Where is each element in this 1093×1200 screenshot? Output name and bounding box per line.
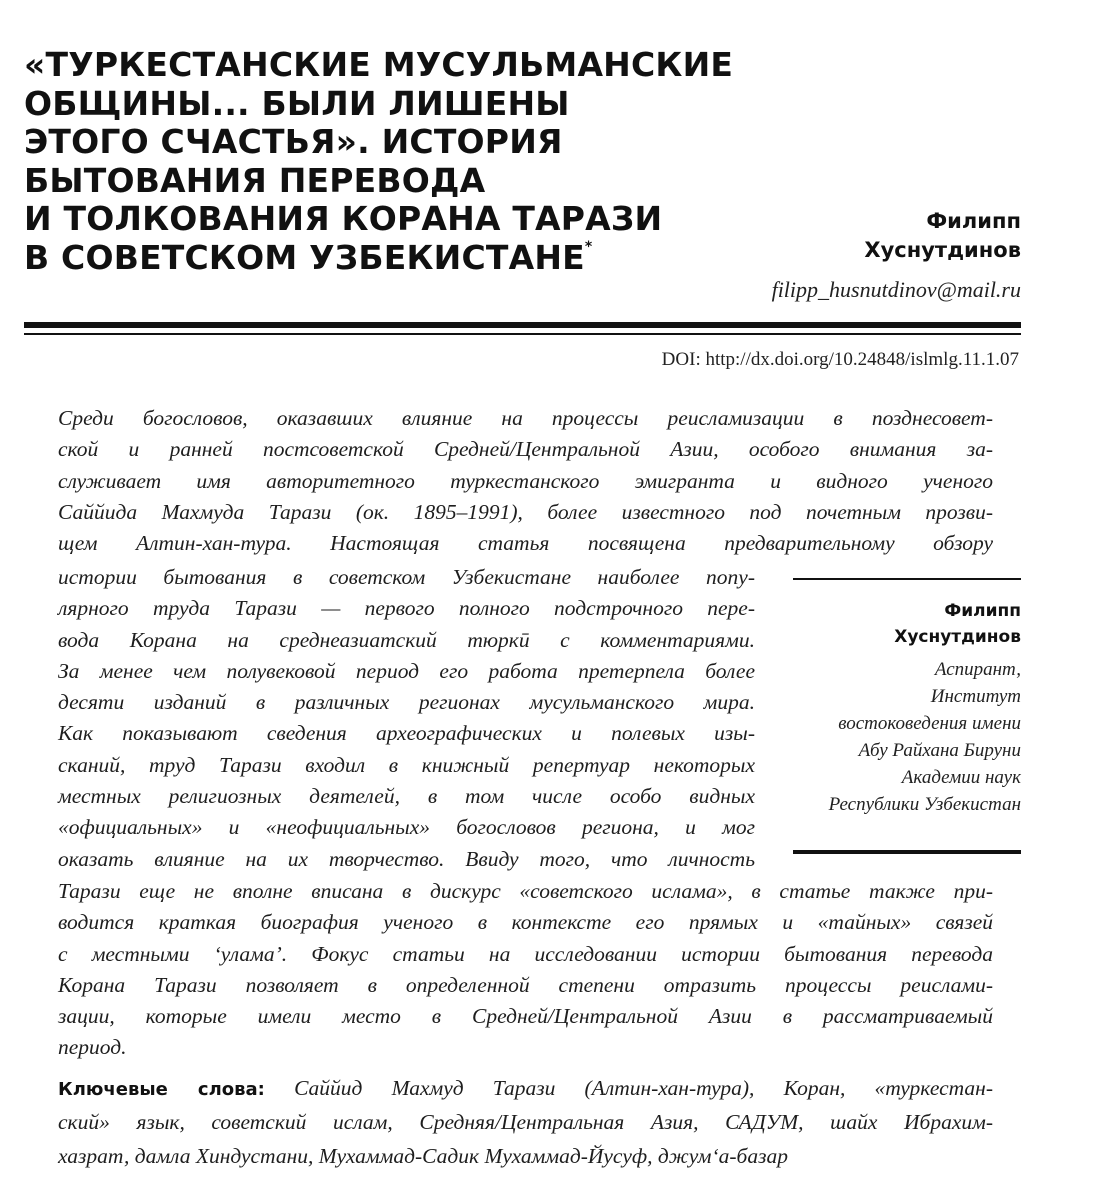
author-last-name: Хуснутдинов: [864, 238, 1021, 262]
keywords: [58, 1071, 993, 1173]
abstract-line: Среди богословов, оказавших влияние на процессы реисламизации в позднесовет-: [58, 406, 993, 430]
keywords-line: ский» язык, советский ислам, Средняя/Центральная Азия, САДУМ, шайх Ибрахим-: [58, 1110, 993, 1134]
abstract-line: Корана Тарази позволяет в определенной степени отразить процессы реислами-: [58, 972, 993, 997]
title-line: БЫТОВАНИЯ ПЕРЕВОДА: [24, 160, 486, 200]
abstract-line: щем Алтин-хан-тура. Настоящая статья посвящена предварительному обзору: [58, 531, 993, 556]
title-line-text: В СОВЕТСКОМ УЗБЕКИСТАНЕ: [24, 237, 585, 277]
keywords-line: хазрат, дамла Хиндустани, Мухаммад-Садик Мухаммад-Йусуф, джум‘а-базар: [58, 1144, 789, 1168]
article-title: [24, 46, 784, 277]
sidebar-affiliation: [793, 656, 1021, 818]
abstract-line: Саййида Махмуда Тарази (ок. 1895–1991), более известного под почетным прозви-: [58, 499, 993, 524]
abstract-bottom: [58, 876, 993, 1064]
keywords-label: Ключевые слова:: [58, 1079, 265, 1100]
abstract-line: десяти изданий в различных регионах мусульманского мира.: [58, 690, 755, 715]
sidebar-author-first: Филипп: [944, 601, 1021, 621]
abstract-line: истории бытования в советском Узбекистане наиболее попу-: [58, 565, 755, 589]
author-sidebar: [793, 578, 1021, 818]
abstract-line: оказать влияние на их творчество. Ввиду того, что личность: [58, 846, 755, 871]
abstract-line: Тарази еще не вполне вписана в дискурс «советского ислама», в статье также при-: [58, 879, 993, 903]
title-line: «ТУРКЕСТАНСКИЕ МУСУЛЬМАНСКИЕ: [24, 45, 734, 84]
title-divider-thin: [24, 333, 1021, 335]
affiliation-line: востоковедения имени: [838, 713, 1021, 734]
abstract-line: вода Корана на среднеазиатский тюркӣ с комментариями.: [58, 627, 755, 652]
title-line-last: [24, 239, 784, 278]
abstract-top: [58, 403, 993, 559]
keywords-text: Саййид Махмуд Тарази (Алтин-хан-тура), Коран, «туркестан-: [294, 1076, 993, 1100]
sidebar-bottom-rule: [793, 850, 1021, 854]
title-line: ОБЩИНЫ... БЫЛИ ЛИШЕНЫ: [24, 83, 570, 123]
title-footnote-mark[interactable]: *: [584, 238, 593, 255]
affiliation-line: Абу Райхана Бируни: [858, 740, 1021, 761]
affiliation-line: Республики Узбекистан: [828, 794, 1021, 815]
sidebar-author-name: [793, 598, 1021, 650]
title-divider-thick: [24, 322, 1021, 328]
doi-link[interactable]: DOI: http://dx.doi.org/10.24848/islmlg.11.1.07: [661, 349, 1019, 370]
abstract-line: «официальных» и «неофициальных» богословов региона, и мог: [58, 815, 755, 840]
affiliation-line: Институт: [930, 686, 1021, 707]
keywords-line: [58, 1071, 993, 1105]
abstract-line: ской и ранней постсоветской Средней/Центральной Азии, особого внимания за-: [58, 437, 993, 462]
title-line: ЭТОГО СЧАСТЬЯ». ИСТОРИЯ: [24, 122, 563, 161]
abstract-line: с местными ‘улама’. Фокус статьи на исследовании истории бытования перевода: [58, 941, 993, 966]
affiliation-line: Аспирант,: [934, 659, 1021, 680]
abstract-line: местных религиозных деятелей, в том числе особо видных: [58, 784, 755, 809]
author-name-header: [864, 207, 1021, 265]
abstract-line: За менее чем полувековой период его работа претерпела более: [58, 658, 755, 683]
abstract-line: служивает имя авторитетного туркестанского эмигранта и видного ученого: [58, 468, 993, 493]
abstract-line: зации, которые имели место в Средней/Центральной Азии в рассматриваемый: [58, 1004, 993, 1029]
abstract-line: лярного труда Тарази — первого полного подстрочного пере-: [58, 596, 755, 621]
abstract-line: водится краткая биография ученого в контексте его прямых и «тайных» связей: [58, 910, 993, 935]
abstract-line: Как показывают сведения археографических и полевых изы-: [58, 721, 755, 746]
title-line: И ТОЛКОВАНИЯ КОРАНА ТАРАЗИ: [24, 199, 663, 238]
abstract-line: период.: [58, 1035, 127, 1060]
sidebar-author-last: Хуснутдинов: [894, 627, 1021, 647]
author-email[interactable]: filipp_husnutdinov@mail.ru: [771, 277, 1021, 302]
author-first-name: Филипп: [926, 209, 1021, 233]
abstract-line: сканий, труд Тарази входил в книжный репертуар некоторых: [58, 752, 755, 777]
abstract-middle: [58, 562, 755, 875]
affiliation-line: Академии наук: [901, 767, 1021, 788]
